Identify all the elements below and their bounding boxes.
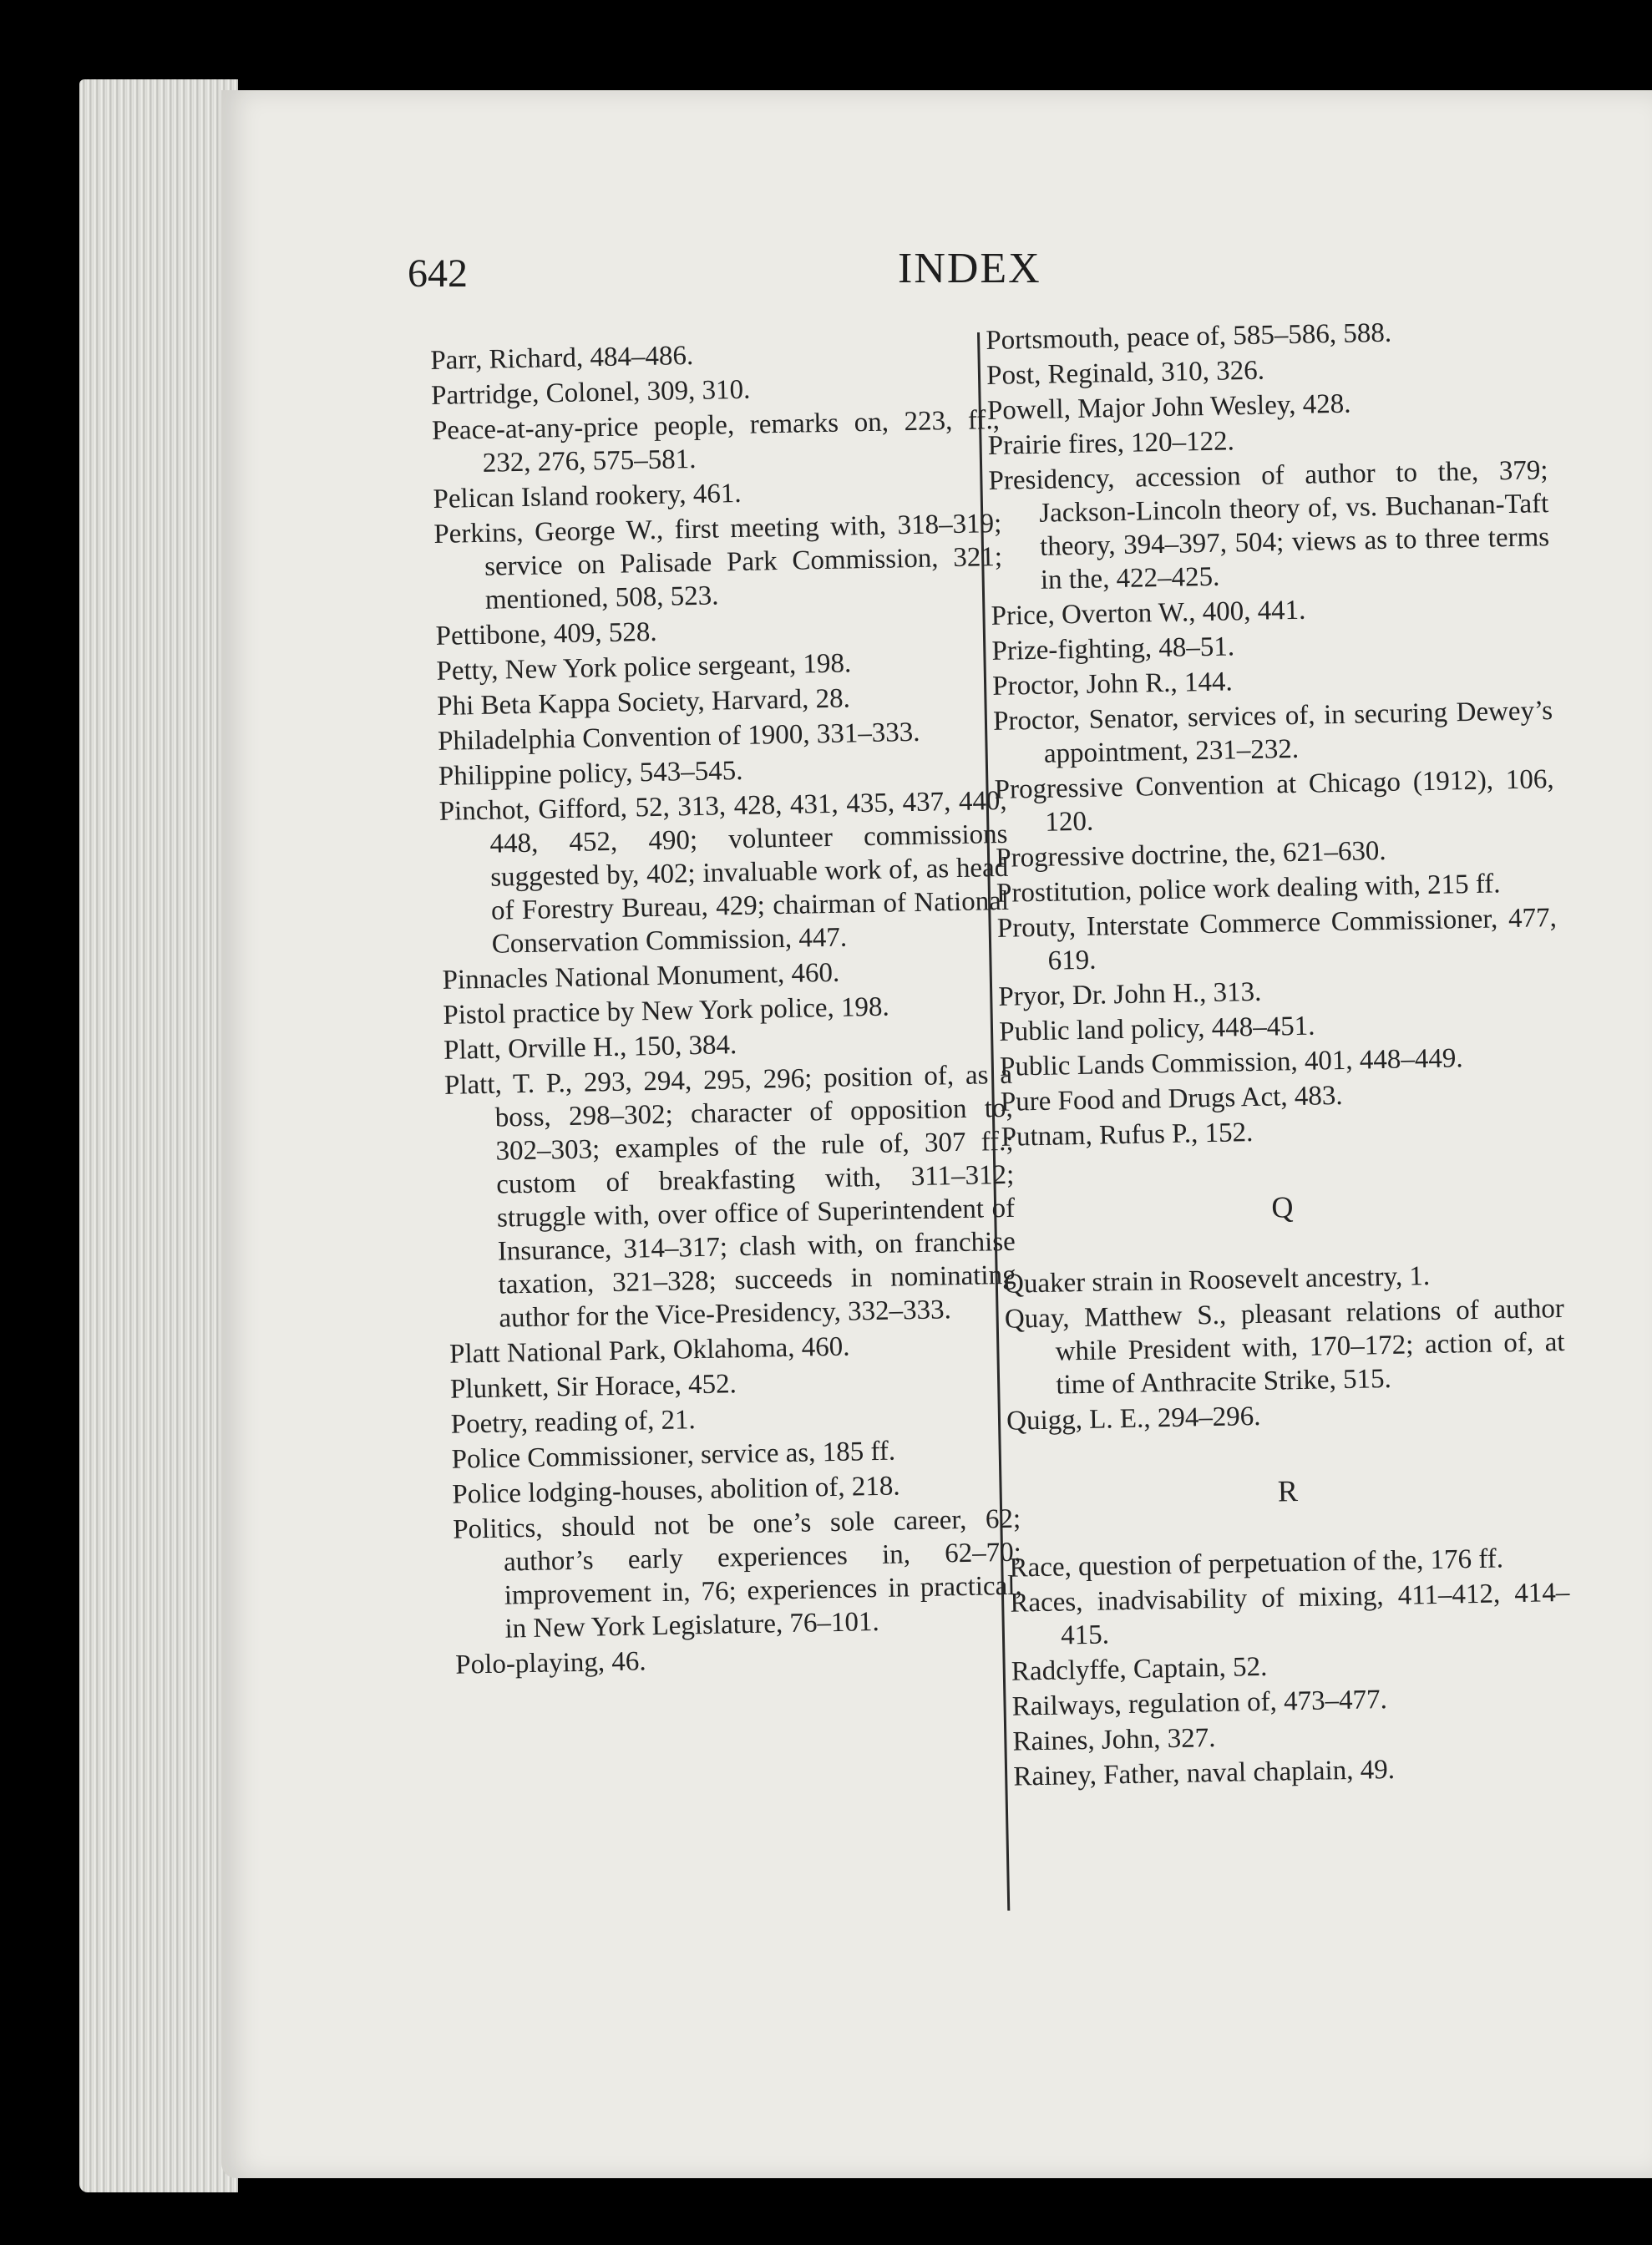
index-entry: Platt National Park, Oklahoma, 460. [448,1331,850,1370]
page-number: 642 [408,251,468,296]
index-entry: Pettibone, 409, 528. [435,616,657,651]
section-letter-r: R [1277,1474,1299,1508]
index-entry: Philadelphia Convention of 1900, 331–333. [437,717,920,757]
index-entry: Putnam, Rufus P., 152. [1001,1117,1254,1153]
index-entry: Raines, John, 327. [1012,1723,1216,1757]
index-entry: Race, question of perpetuation of the, 176 ff. [1009,1543,1504,1584]
index-entry: Parr, Richard, 484–486. [430,340,694,376]
index-entry: Police Commissioner, service as, 185 ff. [451,1436,896,1475]
index-entry: Prairie fires, 120–122. [987,426,1235,461]
index-entry: Rainey, Father, naval chaplain, 49. [1013,1754,1396,1792]
index-entry: Quaker strain in Roosevelt ancestry, 1. [1003,1260,1431,1300]
index-entry: Presidency, accession of author to the, 379; Jackson-Lincoln theory of, vs. Buchanan-Taft theory, 394–397, 504; views as to three terms in the, 422–425. [988,455,1550,595]
index-entry: Public Lands Commission, 401, 448–449. [999,1043,1463,1082]
index-entry: Phi Beta Kappa Society, Harvard, 28. [436,683,851,722]
index-entry: Proctor, Senator, services of, in securing Dewey’s appointment, 231–232. [992,696,1553,769]
index-entry: Quay, Matthew S., pleasant relations of author while President with, 170–172; action of, at time of Anthracite Strike, 515. [1004,1293,1565,1401]
index-entry: Police lodging-houses, abolition of, 218. [452,1471,900,1510]
index-entry: Platt, T. P., 293, 294, 295, 296; position of, as a boss, 298–302; character of opposition to, 302–303; examples of the rule of, 307 ff.; custom of breakfasting with, 311–312; struggle with, over office of Superintendent of Insurance, 314–317; clash with, on franchise taxation, 321–328; succeeds in nominating author for the Vice-Presidency, 332–333. [443,1059,1016,1334]
index-entry: Plunkett, Sir Horace, 452. [449,1369,737,1405]
index-entry: Portsmouth, peace of, 585–586, 588. [986,317,1392,356]
index-entry: Pinnacles National Monument, 460. [442,957,840,996]
index-entry: Pure Food and Drugs Act, 483. [1000,1080,1343,1117]
index-entry: Races, inadvisability of mixing, 411–412, 414–415. [1010,1577,1570,1651]
section-letter-q: Q [1270,1190,1294,1224]
index-entry: Philippine policy, 543–545. [438,755,743,792]
index-entry: Pryor, Dr. John H., 313. [998,976,1262,1012]
index-entry: Progressive Convention at Chicago (1912), 106, 120. [994,764,1554,838]
index-entry: Polo-playing, 46. [455,1646,646,1680]
index-entry: Politics, should not be one’s sole career, 62; author’s early experiences in, 62–70; improvement in, 76; experiences in practical, in New York Legislature, 76–101. [452,1503,1023,1644]
index-entry: Pistol practice by New York police, 198. [443,991,890,1031]
index-entry: Powell, Major John Wesley, 428. [986,388,1351,426]
index-entry: Progressive doctrine, the, 621–630. [995,835,1386,874]
index-entry: Proctor, John R., 144. [991,666,1234,702]
index-entry: Quigg, L. E., 294–296. [1006,1401,1261,1437]
index-entry: Pelican Island rookery, 461. [433,478,742,514]
index-entry: Railways, regulation of, 473–477. [1011,1685,1388,1722]
running-head: INDEX [898,245,1041,292]
index-entry: Prostitution, police work dealing with, 215 ff. [996,869,1501,909]
index-entry: Pinchot, Gifford, 52, 313, 428, 431, 435, 437, 440, 448, 452, 490; volunteer commissions suggested by, 402; invaluable work of, as head of Forestry Bureau, 429; chairman of National Conservation Commission, 447. [438,785,1010,960]
index-entry: Poetry, reading of, 21. [450,1405,697,1440]
index-entry: Prize-fighting, 48–51. [991,631,1235,666]
index-entry: Prouty, Interstate Commerce Commissioner, 477, 619. [996,903,1558,976]
index-entry: Peace-at-any-price people, remarks on, 223, ff., 232, 276, 575–581. [431,404,1001,479]
index-entry: Petty, New York police sergeant, 198. [436,648,852,687]
index-entry: Perkins, George W., first meeting with, 318–319; service on Palisade Park Commission, 321; mentioned, 508, 523. [433,508,1003,616]
index-entry: Public land policy, 448–451. [998,1011,1315,1047]
book-page-edges [79,79,238,2192]
index-entry: Platt, Orville H., 150, 384. [443,1030,737,1066]
index-entry: Price, Overton W., 400, 441. [991,595,1306,631]
index-column-right [986,313,1573,1796]
index-entry: Radclyffe, Captain, 52. [1011,1651,1268,1687]
index-column-left [430,333,1024,1684]
index-entry: Partridge, Colonel, 309, 310. [430,374,751,411]
index-entry: Post, Reginald, 310, 326. [986,355,1265,391]
